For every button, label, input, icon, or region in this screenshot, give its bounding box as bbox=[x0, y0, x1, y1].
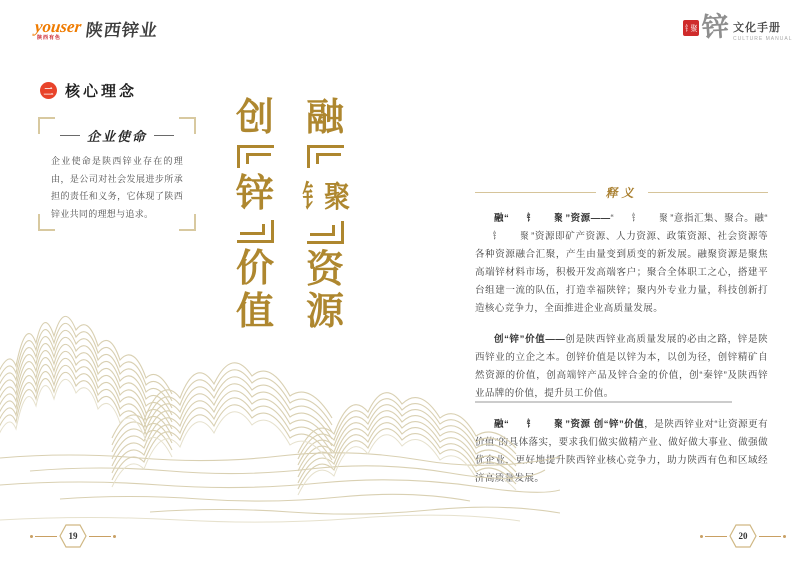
interpretation-title: 释义 bbox=[605, 186, 638, 200]
open-bracket bbox=[307, 145, 344, 168]
slogan-char: 融 bbox=[305, 97, 344, 139]
section-heading bbox=[40, 80, 137, 101]
mission-box bbox=[38, 117, 196, 231]
heading-rule-left bbox=[475, 192, 596, 193]
corner-bracket bbox=[38, 214, 55, 231]
footer-dot bbox=[783, 535, 786, 538]
section-number-badge: 二 bbox=[40, 82, 57, 99]
page-number-hexagon bbox=[729, 524, 757, 548]
slogan-char: 源 bbox=[305, 291, 344, 334]
slogan-char: 值 bbox=[235, 290, 274, 333]
close-bracket bbox=[307, 221, 344, 244]
handbook-title-zh: 文化手册 bbox=[733, 22, 781, 34]
footer-line bbox=[35, 536, 57, 537]
footer-line bbox=[89, 536, 111, 537]
mission-title: 企业使命 bbox=[86, 129, 147, 144]
coined-glyph: 钅 聚 bbox=[631, 213, 669, 224]
footer-line bbox=[759, 536, 781, 537]
footer-line bbox=[705, 536, 727, 537]
page-number-text: 19 bbox=[68, 531, 78, 541]
slogan-char: 锌 bbox=[235, 172, 274, 215]
interpretation-heading bbox=[475, 184, 768, 201]
youser-logo bbox=[35, 18, 81, 41]
page-number-hexagon bbox=[59, 524, 87, 548]
slogan-column-create bbox=[229, 97, 281, 334]
bottom-divider-rule bbox=[475, 401, 732, 403]
page-number-text: 20 bbox=[738, 531, 748, 541]
brand-logo bbox=[35, 16, 158, 41]
slogan-column-merge bbox=[299, 97, 351, 334]
coined-glyph: 钅 聚 bbox=[492, 231, 530, 242]
title-rule-right bbox=[154, 135, 174, 136]
mission-body-text: 企业使命是陕西锌业存在的理由，是公司对社会发展进步所承担的责任和义务，它体现了陕西锌业共同的理想与追求。 bbox=[51, 156, 183, 219]
company-name: 陕西锌业 bbox=[84, 21, 160, 40]
footer-dot bbox=[700, 535, 703, 538]
paragraph-summary: 融“ 钅 聚 ”资源 创“锌”价值，是陕西锌业对“让资源更有价值”的具体落实，要求我们做实做精产业、做好做大事业、做强做优企业，更好地提升陕西锌业核心竞争力，助力陕西有色和区域经济高质量发展。 bbox=[475, 416, 768, 488]
corner-bracket bbox=[179, 117, 196, 134]
vertical-slogan bbox=[229, 97, 351, 334]
footer-dot bbox=[30, 535, 33, 538]
interpretation-block bbox=[475, 184, 768, 501]
zinc-calligraphy: 锌 bbox=[700, 11, 730, 43]
open-bracket bbox=[237, 145, 274, 168]
coined-glyph: 钅 聚 bbox=[526, 419, 564, 430]
paragraph-create-value: 创“锌”价值——创是陕西锌业高质量发展的必由之路，锌是陕西锌业的立企之本。创锌价值是以锌为本，以创为径，创锌精矿自然资源的价值，创高端锌产品及锌合金的价值，创“秦锌”及陕西锌业品牌的价值，提升员工价值。 bbox=[475, 334, 768, 399]
page-number-left bbox=[30, 524, 116, 548]
section-title: 核心理念 bbox=[65, 83, 138, 100]
title-rule-left bbox=[60, 135, 80, 136]
footer-dot bbox=[113, 535, 116, 538]
coined-glyph: 钅 聚 bbox=[526, 213, 564, 224]
corner-bracket bbox=[38, 117, 55, 134]
corner-bracket bbox=[179, 214, 196, 231]
slogan-char: 资 bbox=[305, 248, 344, 291]
handbook-title-en: CULTURE MANUAL bbox=[733, 36, 793, 43]
close-bracket bbox=[237, 220, 274, 243]
coined-glyph: 钅 聚 bbox=[301, 181, 351, 215]
youser-subtext: 陕西有色 bbox=[37, 35, 62, 41]
paragraph-merge-resources: 融“ 钅 聚 ”资源——“ 钅 聚 ”意指汇集、聚合。融“ 钅 聚 ”资源即矿产资源、人力资源、政策资源、社会资源等各种资源融合汇聚，产生由量变到质变的新发展。融聚资源是聚焦高端锌材料市场，积极开发高端客户；聚合全体职工之心，搭建平台组建一流的队伍，打造幸福陕锌；聚内外专业力量，科技创新打造核心竞争力，全面推进企业高质量发展。 bbox=[475, 210, 768, 318]
red-seal-icon bbox=[683, 20, 699, 36]
page-number-right bbox=[700, 524, 786, 548]
slogan-char: 价 bbox=[235, 248, 274, 291]
seal-glyph: 钅 聚 bbox=[684, 23, 698, 33]
youser-wordmark: youser bbox=[34, 17, 83, 36]
handbook-mark bbox=[683, 13, 792, 43]
slogan-char: 创 bbox=[235, 97, 274, 139]
heading-rule-right bbox=[648, 192, 769, 193]
